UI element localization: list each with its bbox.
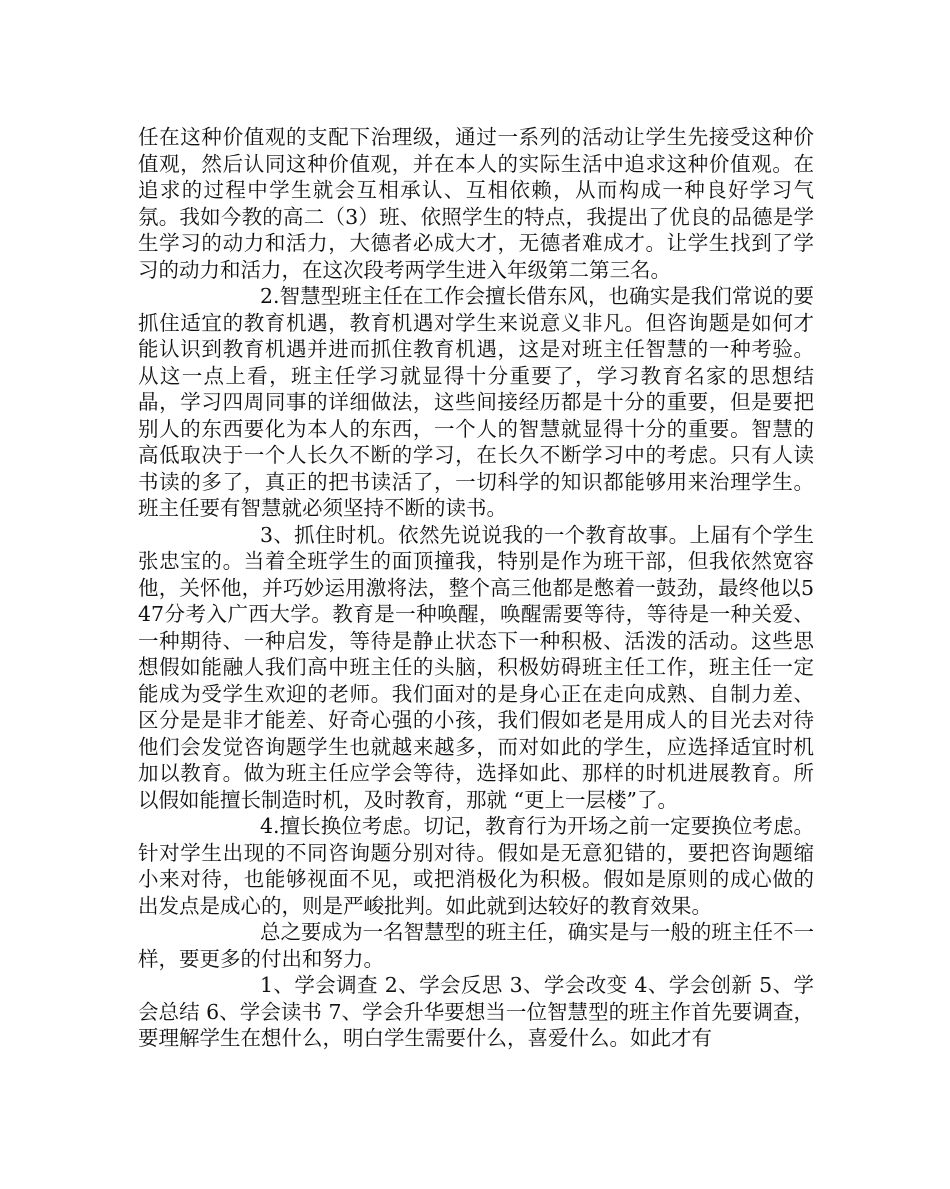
paragraph-summary: 总之要成为一名智慧型的班主任，确实是与一般的班主任不一样，要更多的付出和努力。 xyxy=(138,920,814,971)
document-body xyxy=(138,124,814,1052)
paragraph-point-4: 4.擅长换位考虑。切记，教育行为开场之前一定要换位考虑。针对学生出现的不同咨询题分别对待。假如是无意犯错的，要把咨询题缩小来对待，也能够视面不见，或把消极化为积极。假如是原则的成心做的出发点是成心的，则是严峻批判。如此就到达较好的教育效果。 xyxy=(138,814,814,918)
paragraph-point-2: 2.智慧型班主任在工作会擅长借东风，也确实是我们常说的要抓住适宜的教育机遇，教育机遇对学生来说意义非凡。但咨询题是如何才能认识到教育机遇并进而抓住教育机遇，这是对班主任智慧的一种考验。从这一点上看，班主任学习就显得十分重要了，学习教育名家的思想结晶，学习四周同事的详细做法，这些间接经历都是十分的重要，但是要把别人的东西要化为本人的东西，一个人的智慧就显得十分的重要。智慧的高低取决于一个人长久不断的学习，在长久不断学习中的考虑。只有人读书读的多了，真正的把书读活了，一切科学的知识都能够用来治理学生。班主任要有智慧就必须坚持不断的读书。 xyxy=(138,284,814,520)
paragraph-continuation: 任在这种价值观的支配下治理级，通过一系列的活动让学生先接受这种价值观，然后认同这种价值观，并在本人的实际生活中追求这种价值观。在追求的过程中学生就会互相承认、互相依赖，从而构成一种良好学习气氛。我如今教的高二（3）班、依照学生的特点，我提出了优良的品德是学生学习的动力和活力，大德者必成大才，无德者难成才。让学生找到了学习的动力和活力，在这次段考两学生进入年级第二第三名。 xyxy=(138,125,814,282)
paragraph-list: 1、学会调查 2、学会反思 3、学会改变 4、学会创新 5、学会总结 6、学会读书 7、学会升华要想当一位智慧型的班主作首先要调查，要理解学生在想什么，明白学生需要什么，喜爱什么。如此才有 xyxy=(138,973,814,1050)
paragraph-point-3: 3、抓住时机。依然先说说我的一个教育故事。上届有个学生张忠宝的。当着全班学生的面顶撞我，特别是作为班干部，但我依然宽容他，关怀他，并巧妙运用激将法，整个高三他都是憋着一鼓劲，最终他以547分考入广西大学。教育是一种唤醒，唤醒需要等待，等待是一种关爱、一种期待、一种启发，等待是静止状态下一种积极、活泼的活动。这些思想假如能融人我们高中班主任的头脑，积极妨碍班主任工作，班主任一定能成为受学生欢迎的老师。我们面对的是身心正在走向成熟、自制力差、区分是是非才能差、好奇心强的小孩，我们假如老是用成人的目光去对待他们会发觉咨询题学生也就越来越多，而对如此的学生，应选择适宜时机加以教育。做为班主任应学会等待，选择如此、那样的时机进展教育。所以假如能擅长制造时机，及时教育，那就 “更上一层楼”了。 xyxy=(138,522,814,812)
